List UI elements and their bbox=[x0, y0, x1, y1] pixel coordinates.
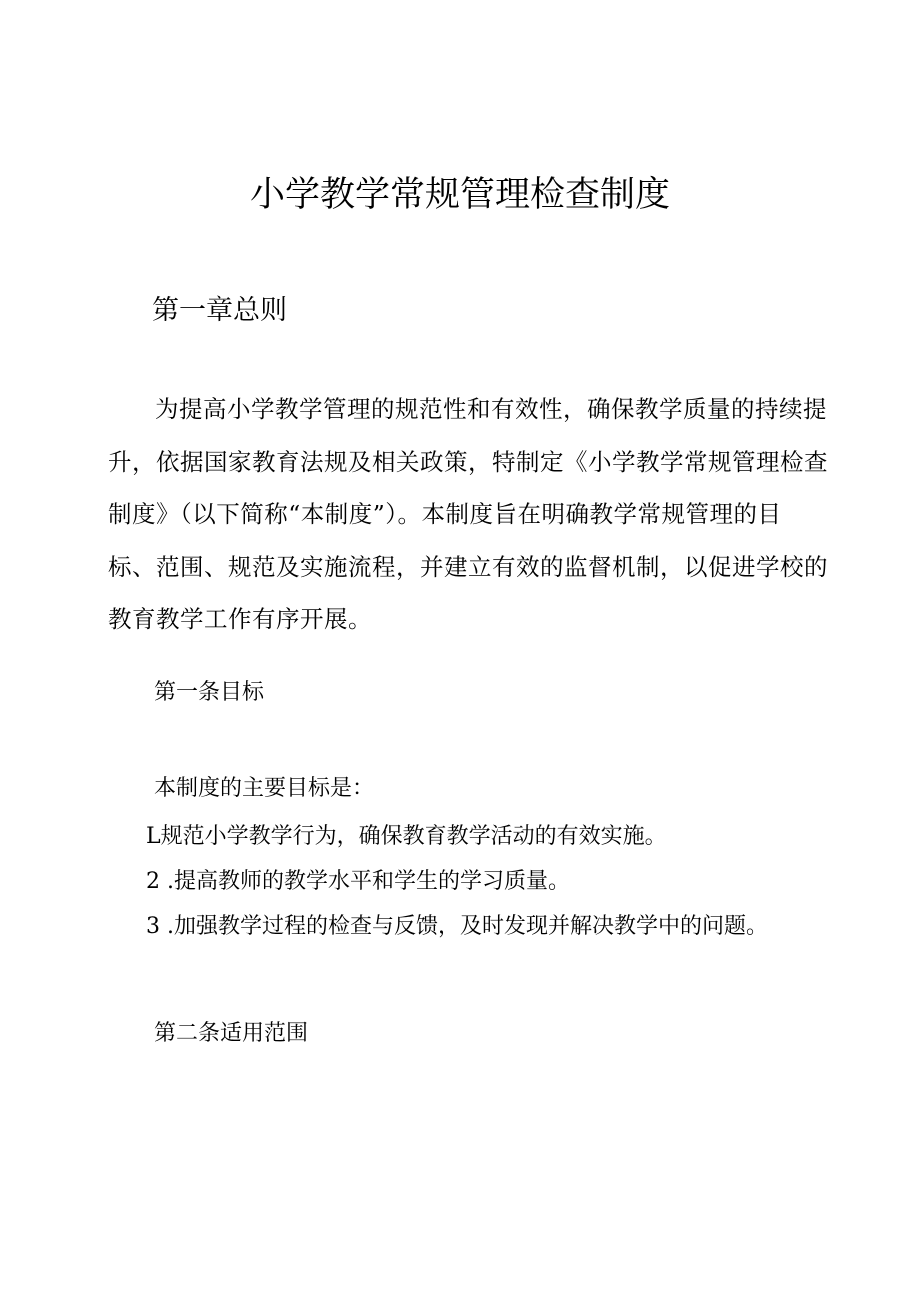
article-1-lead: 本制度的主要目标是： bbox=[154, 776, 375, 801]
intro-paragraph-text: 为提高小学教学管理的规范性和有效性，确保教学质量的持续提升，依据国家教育法规及相关政策，特制定《小学教学常规管理检查制度》（以下简称“本制度”）。本制度旨在明确教学常规管理的目标、范围、规范及实施流程，并建立有效的监督机制，以促进学校的教育教学工作有序开展。 bbox=[108, 395, 828, 633]
document-title: 小学教学常规管理检查制度 bbox=[249, 175, 670, 215]
intro-paragraph bbox=[108, 383, 828, 646]
list-item: 2 .提高教师的教学水平和学生的学习质量。 bbox=[146, 869, 570, 894]
article-2-heading: 第二条适用范围 bbox=[154, 1021, 309, 1046]
list-item: 3 .加强教学过程的检查与反馈，及时发现并解决教学中的问题。 bbox=[146, 914, 768, 939]
article-1-heading: 第一条目标 bbox=[154, 680, 265, 705]
goals-list bbox=[146, 819, 768, 954]
chapter-heading: 第一章总则 bbox=[152, 295, 287, 326]
list-item: L规范小学教学行为，确保教育教学活动的有效实施。 bbox=[146, 824, 667, 849]
